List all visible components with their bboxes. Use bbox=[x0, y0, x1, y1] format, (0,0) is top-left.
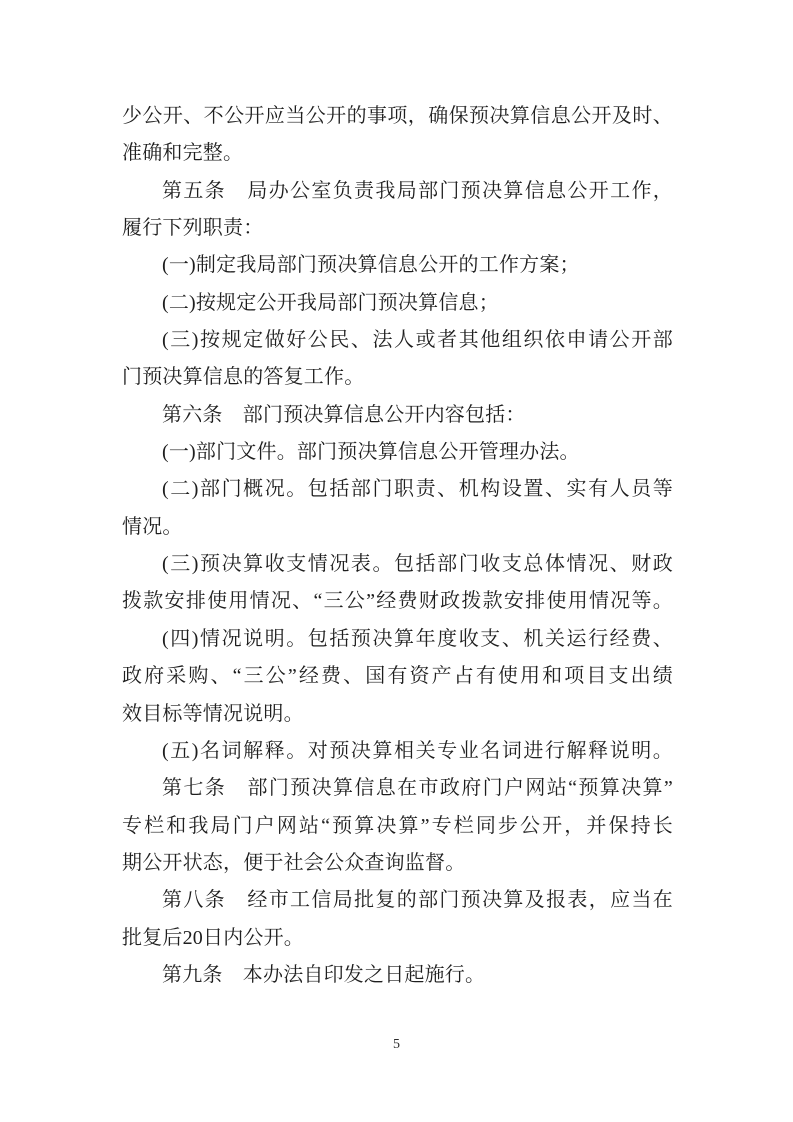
text-line: 第七条 部门预决算信息在市政府门户网站“预算决算” bbox=[162, 777, 673, 800]
text-line: 政府采购、“三公”经费、国有资产占有使用和项目支出绩 bbox=[122, 665, 673, 688]
text-line: (五)名词解释。对预决算相关专业名词进行解释说明。 bbox=[162, 739, 673, 762]
text-line: 履行下列职责： bbox=[122, 217, 264, 240]
text-line: 情况。 bbox=[122, 515, 183, 538]
text-line: (三)按规定做好公民、法人或者其他组织依申请公开部 bbox=[162, 329, 673, 352]
text-line: 第五条 局办公室负责我局部门预决算信息公开工作， bbox=[162, 179, 673, 202]
text-line: (一)部门文件。部门预决算信息公开管理办法。 bbox=[162, 441, 580, 464]
document-body bbox=[122, 98, 673, 994]
text-line: 批复后20日内公开。 bbox=[122, 926, 304, 949]
text-line: 门预决算信息的答复工作。 bbox=[122, 366, 365, 389]
text-line: 第六条 部门预决算信息公开内容包括： bbox=[162, 403, 526, 426]
text-line: 少公开、不公开应当公开的事项，确保预决算信息公开及时、 bbox=[122, 105, 673, 127]
text-line: (一)制定我局部门预决算信息公开的工作方案； bbox=[162, 254, 580, 277]
text-line: 期公开状态，便于社会公众查询监督。 bbox=[122, 851, 466, 874]
page-number: 5 bbox=[393, 1037, 400, 1052]
text-line: (二)部门概况。包括部门职责、机构设置、实有人员等 bbox=[162, 478, 673, 501]
text-line: 准确和完整。 bbox=[122, 142, 244, 165]
text-line: 效目标等情况说明。 bbox=[122, 702, 304, 725]
text-line: 拨款安排使用情况、“三公”经费财政拨款安排使用情况等。 bbox=[122, 590, 673, 613]
text-line: 第八条 经市工信局批复的部门预决算及报表，应当在 bbox=[162, 889, 673, 912]
text-line: (二)按规定公开我局部门预决算信息； bbox=[162, 291, 499, 314]
text-line: 专栏和我局门户网站“预算决算”专栏同步公开，并保持长 bbox=[122, 814, 673, 837]
text-line: (三)预决算收支情况表。包括部门收支总体情况、财政 bbox=[162, 553, 673, 576]
text-line: 第九条 本办法自印发之日起施行。 bbox=[162, 963, 486, 986]
text-line: (四)情况说明。包括预决算年度收支、机关运行经费、 bbox=[162, 627, 673, 650]
